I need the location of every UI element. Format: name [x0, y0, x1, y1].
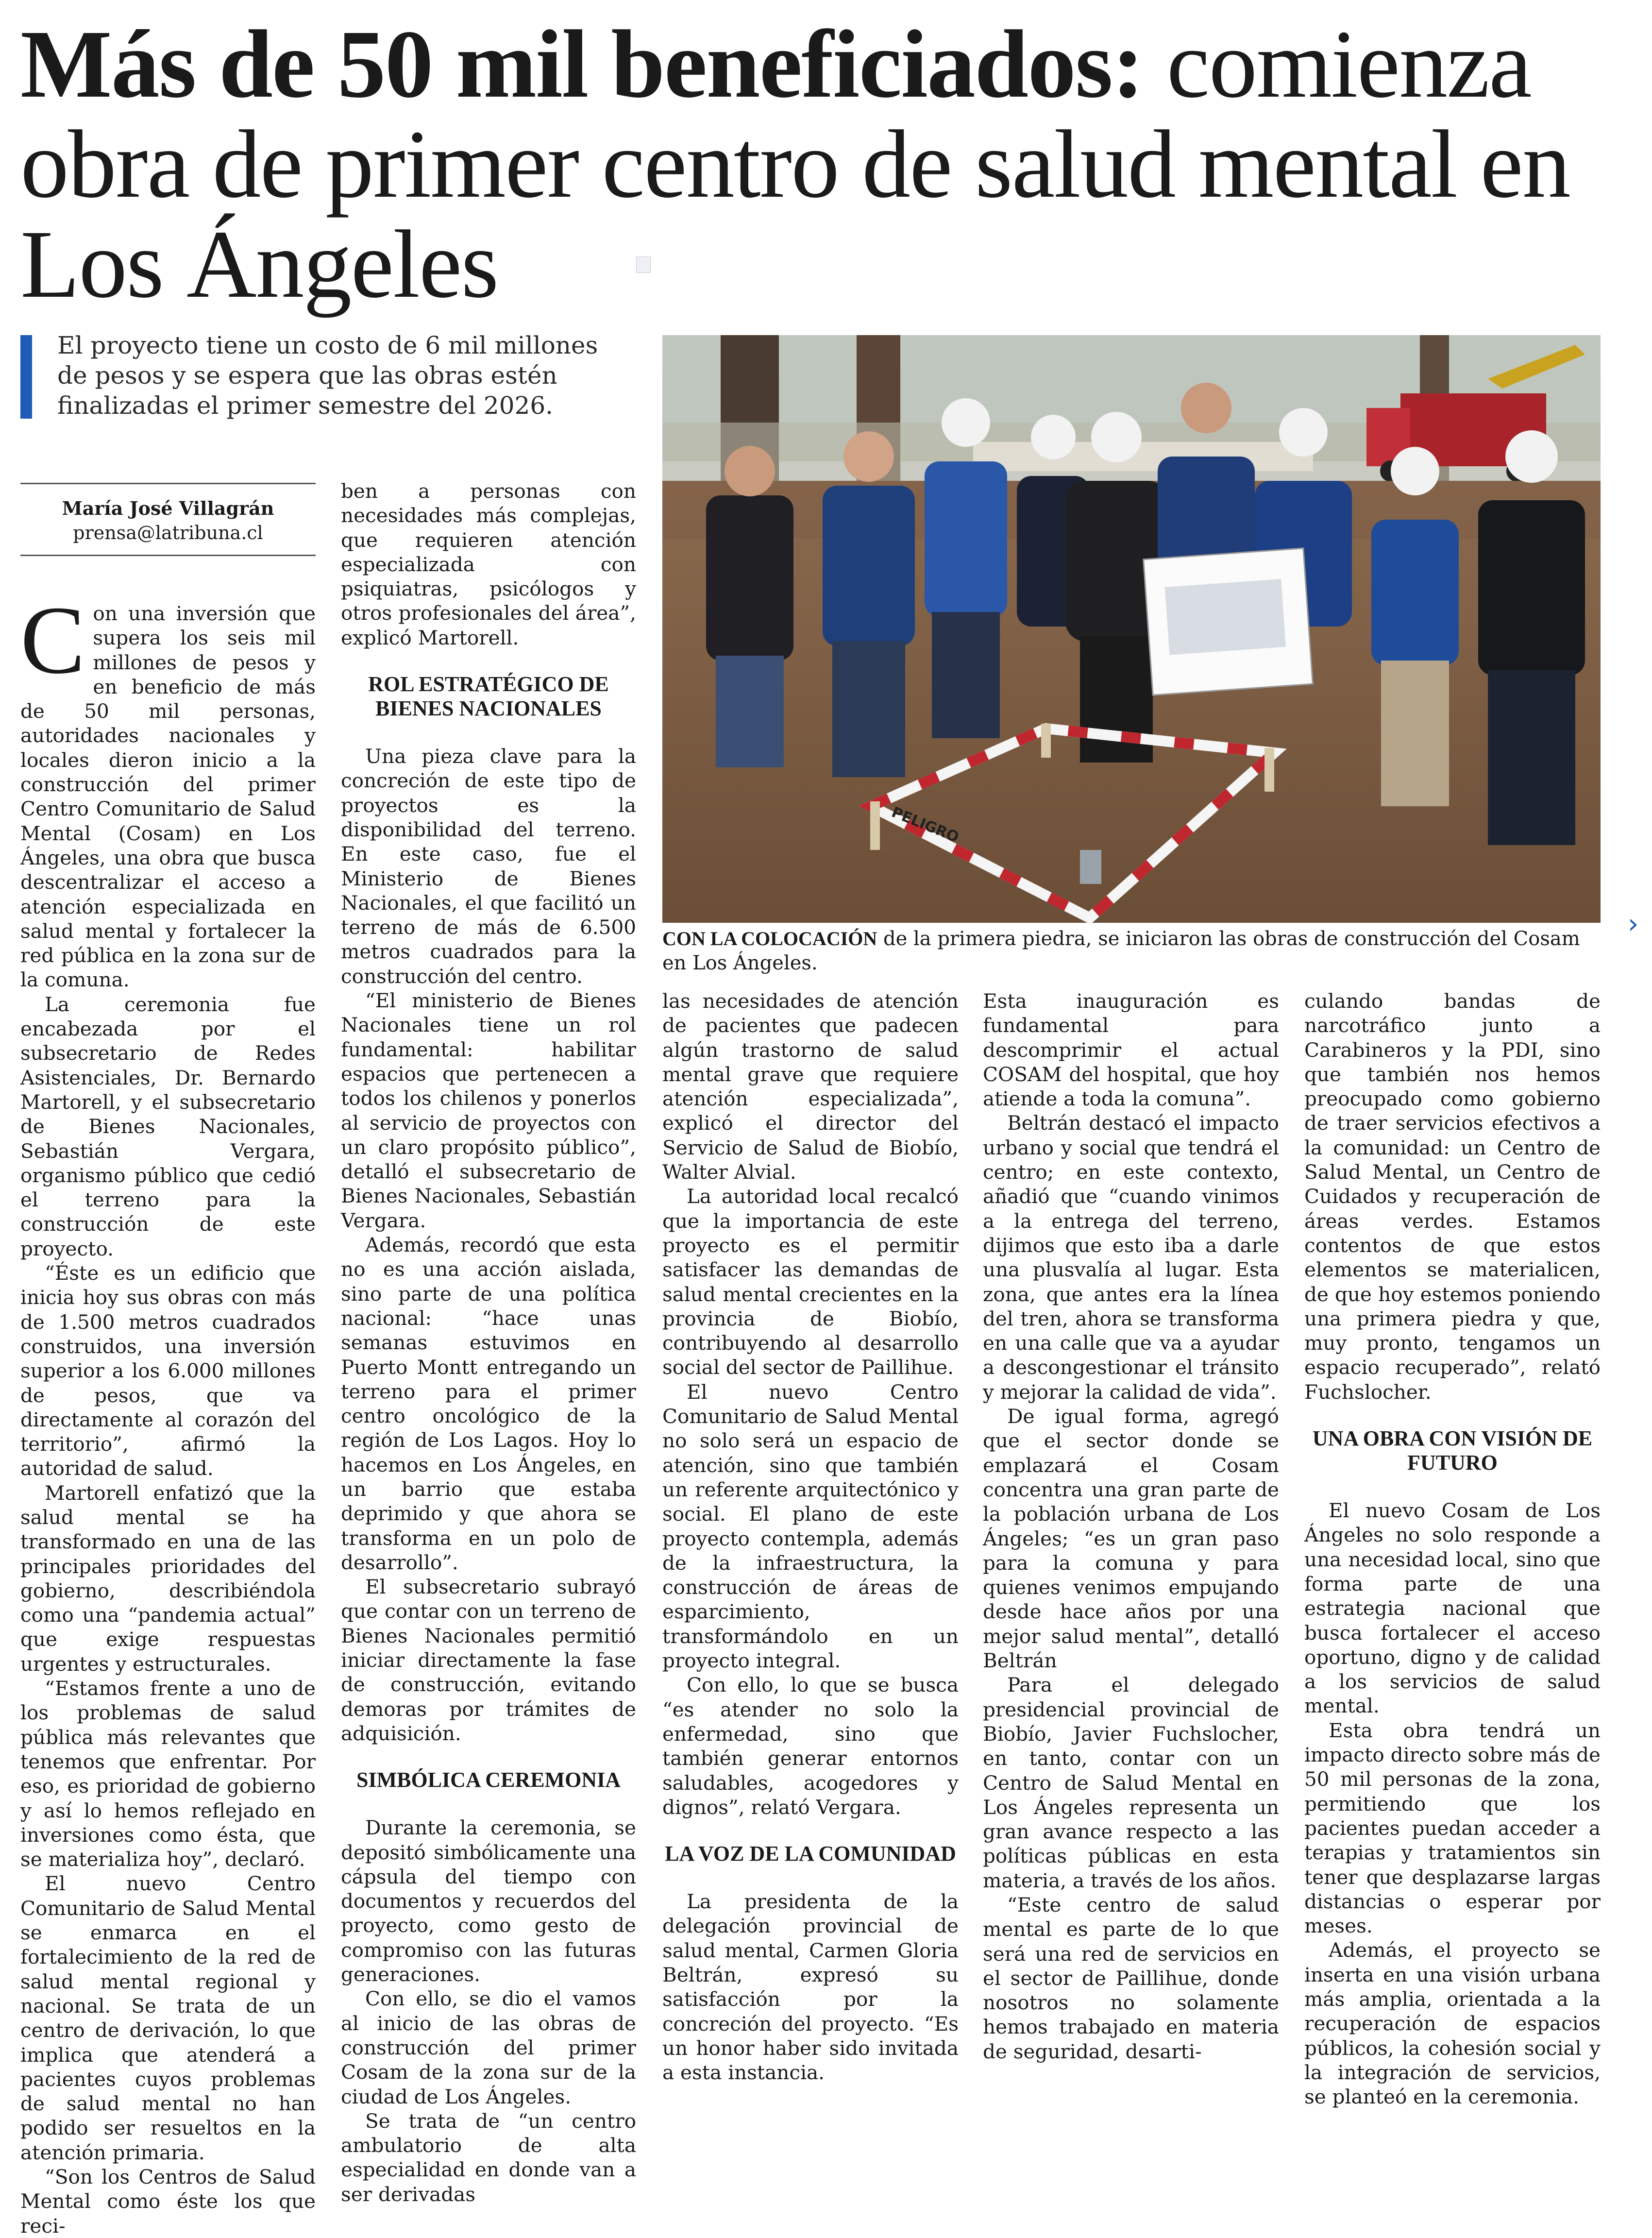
paragraph: Esta inauguración es fundamental para descomprimir el actual COSAM del hospital, que hoy atiende a toda la comuna”. — [983, 989, 1279, 1111]
column-2 — [341, 479, 636, 2206]
headline-rest: comienza obra de primer centro de salud mental en Los Ángeles — [20, 11, 1570, 318]
lead-text: El proyecto tiene un costo de 6 mil millones de pesos y se espera que las obras estén finalizadas el primer semestre del 2026. — [57, 331, 598, 420]
paragraph: “El ministerio de Bienes Nacionales tiene un rol fundamental: habilitar espacios que pertenecen a todos los chilenos y ponerlos al servicio de proyectos con un claro propósito público”, detalló el subsecretario de Bienes Nacionales, Sebastián Vergara. — [341, 989, 636, 1232]
paragraph: La presidenta de la delegación provincial de salud mental, Carmen Gloria Beltrán, expresó su satisfacción por la concreción del proyecto. “Es un honor haber sido invitada a esta instancia. — [662, 1890, 959, 2085]
subheading: LA VOZ DE LA COMUNIDAD — [665, 1842, 956, 1866]
headline-bold: Más de 50 mil beneficiados: — [20, 11, 1144, 118]
caption-lead: CON LA COLOCACIÓN — [662, 928, 877, 949]
byline-rule-bottom — [20, 555, 316, 556]
paragraph: Para el delegado presidencial provincial de Biobío, Javier Fuchslocher, en tanto, contar con un Centro de Salud Mental en Los Ángeles representa un gran avance respecto a las políticas públicas en esta materia, a través de los años. — [983, 1673, 1279, 1892]
paragraph-opening — [20, 587, 316, 992]
byline-author: María José Villagrán — [62, 497, 274, 519]
paragraph: Además, recordó que esta no es una acción aislada, sino parte de una política nacional: “hace unas semanas estuvimos en Puerto Montt entregando un terreno para el primer centro oncológico de la región de Los Lagos. Hoy lo hacemos en Los Ángeles, en un barrio que estaba deprimido y que ahora se transforma en un polo de desarrollo”. — [341, 1233, 636, 1574]
column-5 — [1304, 989, 1601, 2109]
paragraph: “Son los Centros de Salud Mental como éste los que reci- — [20, 2165, 316, 2238]
paragraph: “Éste es un edificio que inicia hoy sus obras con más de 1.500 metros cuadrados construidos, una inversión superior a los 6.000 millones de pesos, que va directamente al corazón del territorio”, afirmó la autoridad de salud. — [20, 1261, 316, 1480]
column-3 — [662, 989, 959, 2085]
paragraph-opening-text: on una inversión que supera los seis mil millones de pesos y en beneficio de más de 50 mil personas, autoridades nacionales y locales dieron inicio a la construcción del primer Centro Comunitario de Salud Mental (Cosam) en Los Ángeles, una obra que busca descentralizar el acceso a atención especializada en salud mental y fortalecer la red pública en la zona sur de la comuna. — [20, 602, 316, 992]
article-photo — [662, 335, 1601, 923]
ceremony-photo-illustration — [662, 335, 1601, 923]
caption-text: de la primera piedra, se iniciaron las obras de construcción del Cosam en Los Ángeles. — [662, 928, 1580, 974]
paragraph: Se trata de “un centro ambulatorio de alta especialidad en donde van a ser derivadas — [341, 2109, 636, 2206]
paragraph: Beltrán destacó el impacto urbano y social que tendrá el centro; en este contexto, añadió que “cuando vinimos a la entrega del terreno, dijimos que esto iba a darle una plusvalía al lugar. Esta zona, que antes era la línea del tren, ahora se transforma en una calle que va a ayudar a descongestionar el tránsito y mejorar la calidad de vida”. — [983, 1111, 1279, 1404]
paragraph: Martorell enfatizó que la salud mental se ha transformado en una de las principales prioridades del gobierno, describiéndola como una “pandemia actual” que exige respuestas urgentes y estructurales. — [20, 1481, 316, 1676]
paragraph: Durante la ceremonia, se depositó simbólicamente una cápsula del tiempo con documentos y recuerdos del proyecto, como gesto de compromiso con las futuras generaciones. — [341, 1816, 636, 1986]
paragraph: culando bandas de narcotráfico junto a Carabineros y la PDI, sino que también nos hemos preocupado como gobierno de traer servicios efectivos a la comunidad: un Centro de Salud Mental, un Centro de Cuidados y recuperación de áreas verdes. Estamos contentos de que estos elementos se materialicen, de que hoy estemos poniendo una primera piedra y que, muy pronto, tengamos un espacio recuperado”, relató Fuchslocher. — [1304, 989, 1601, 1404]
paragraph: El nuevo Cosam de Los Ángeles no solo responde a una necesidad local, sino que forma parte de una estrategia nacional que busca fortalecer el acceso oportuno, digno y de calidad a los servicios de salud mental. — [1304, 1499, 1601, 1718]
byline-email[interactable]: prensa@latribuna.cl — [73, 522, 263, 543]
paragraph: las necesidades de atención de pacientes que padecen algún trastorno de salud mental grave que requiere atención especializada”, explicó el director del Servicio de Salud de Biobío, Walter Alvial. — [662, 989, 959, 1184]
paragraph: La autoridad local recalcó que la importancia de este proyecto es el permitir satisfacer las demandas de salud mental crecientes en la provincia de Biobío, contribuyendo al desarrollo social del sector de Paillihue. — [662, 1185, 959, 1379]
subheading: ROL ESTRATÉGICO DE BIENES NACIONALES — [368, 672, 609, 721]
paragraph: “Este centro de salud mental es parte de lo que será una red de servicios en el sector de Paillihue, donde nosotros no solamente hemos trabajado en materia de seguridad, desarti- — [983, 1893, 1279, 2063]
drop-cap: C — [20, 587, 85, 694]
subheading: UNA OBRA CON VISIÓN DE FUTURO — [1312, 1426, 1593, 1475]
paragraph: Además, el proyecto se inserta en una visión urbana más amplia, orientada a la recuperación de espacios públicos, la cohesión social y la integración de servicios, se planteó en la ceremonia. — [1304, 1938, 1601, 2109]
lead-accent-bar — [20, 335, 32, 419]
paragraph: El nuevo Centro Comunitario de Salud Mental no solo será un espacio de atención, sino que también un referente arquitectónico y social. El plano de este proyecto contempla, además de la infraestructura, la construcción de áreas de esparcimiento, transformándolo en un proyecto integral. — [662, 1380, 959, 1673]
byline-rule-top — [20, 483, 316, 484]
paragraph: “Estamos frente a uno de los problemas de salud pública más relevantes que tenemos que enfrentar. Por eso, es prioridad de gobierno y así lo hemos reflejado en inversiones como ésta, que se materializa hoy”, declaró. — [20, 1677, 316, 1871]
subheading: SIMBÓLICA CEREMONIA — [356, 1768, 621, 1792]
paragraph: Con ello, lo que se busca “es atender no solo la enfermedad, sino que también generar entornos saludables, acogedores y dignos”, relató Vergara. — [662, 1673, 959, 1819]
hazard-tape-text: PELIGRO — [889, 803, 961, 847]
column-1 — [20, 587, 316, 2238]
column-4 — [983, 989, 1279, 2064]
note-marker-icon[interactable] — [636, 256, 651, 273]
paragraph: La ceremonia fue encabezada por el subsecretario de Redes Asistenciales, Dr. Bernardo Martorell, y el subsecretario de Bienes Nacionales, Sebastián Vergara, organismo público que cedió el terreno para la construcción de este proyecto. — [20, 992, 316, 1260]
paragraph: Con ello, se dio el vamos al inicio de las obras de construcción del primer Cosam de la zona sur de la ciudad de Los Ángeles. — [341, 1987, 636, 2108]
photo-caption — [662, 927, 1601, 975]
paragraph: ben a personas con necesidades más complejas, que requieren atención especializada con psiquiatras, psicólogos y otros profesionales del área”, explicó Martorell. — [341, 479, 636, 649]
next-arrow-icon[interactable]: › — [1628, 908, 1639, 940]
headline — [20, 11, 1603, 318]
paragraph: Esta obra tendrá un impacto directo sobre más de 50 mil personas de la zona, permitiendo que los pacientes puedan acceder a terapias y tratamientos sin tener que desplazarse largas distancias o esperar por meses. — [1304, 1718, 1601, 1938]
paragraph: El nuevo Centro Comunitario de Salud Mental se enmarca en el fortalecimiento de la red de salud mental regional y nacional. Se trata de un centro de derivación, lo que implica que atenderá a pacientes cuyos problemas de salud mental no han podido ser resueltos en la atención primaria. — [20, 1872, 316, 2164]
paragraph: De igual forma, agregó que el sector donde se emplazará el Cosam concentra una gran parte de la población urbana de Los Ángeles; “es un gran paso para la comuna y para quienes venimos empujando desde hace años por una mejor salud mental”, detalló Beltrán — [983, 1405, 1279, 1673]
paragraph: Una pieza clave para la concreción de este tipo de proyectos es la disponibilidad del terreno. En este caso, fue el Ministerio de Bienes Nacionales, el que facilitó un terreno de más de 6.500 metros cuadrados para la construcción del centro. — [341, 745, 636, 988]
paragraph: El subsecretario subrayó que contar con un terreno de Bienes Nacionales permitió iniciar directamente la fase de construcción, evitando demoras por trámites de adquisición. — [341, 1575, 636, 1745]
